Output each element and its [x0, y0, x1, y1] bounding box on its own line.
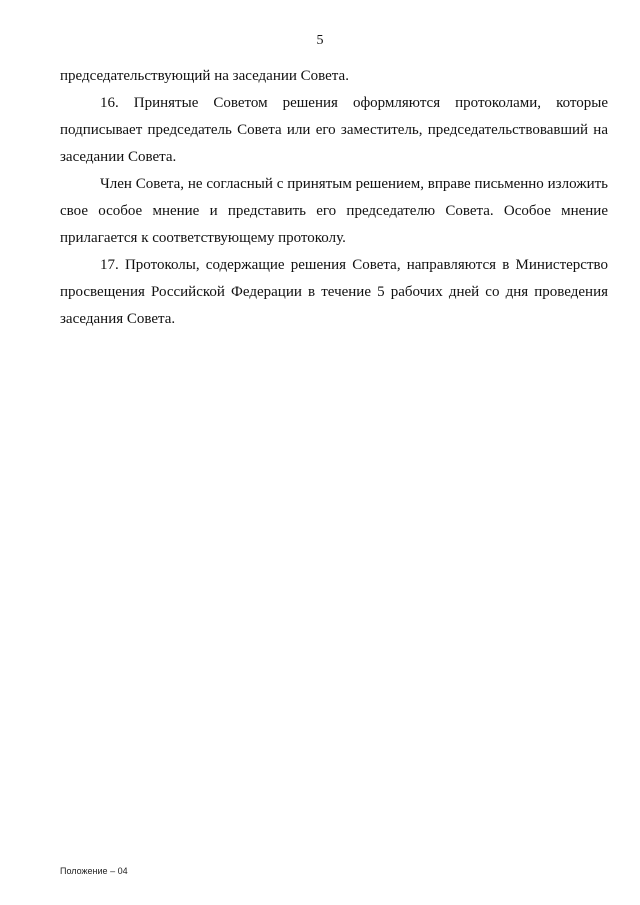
document-body	[60, 63, 608, 333]
paragraph-item-17: 17. Протоколы, содержащие решения Совета, направляются в Министерство просвещения Российской Федерации в течение 5 рабочих дней со дня проведения заседания Совета.	[60, 257, 608, 327]
paragraph-continuation: председательствующий на заседании Совета.	[60, 68, 349, 84]
page-number: 5	[316, 33, 324, 48]
footer-document-code: Положение – 04	[60, 866, 128, 876]
paragraph-dissenting-opinion: Член Совета, не согласный с принятым решением, вправе письменно изложить свое особое мнение и представить его председателю Совета. Особое мнение прилагается к соответствующему протоколу.	[60, 176, 608, 246]
paragraph-item-16: 16. Принятые Советом решения оформляются протоколами, которые подписывает председатель Совета или его заместитель, председательствовавший на заседании Совета.	[60, 95, 608, 165]
